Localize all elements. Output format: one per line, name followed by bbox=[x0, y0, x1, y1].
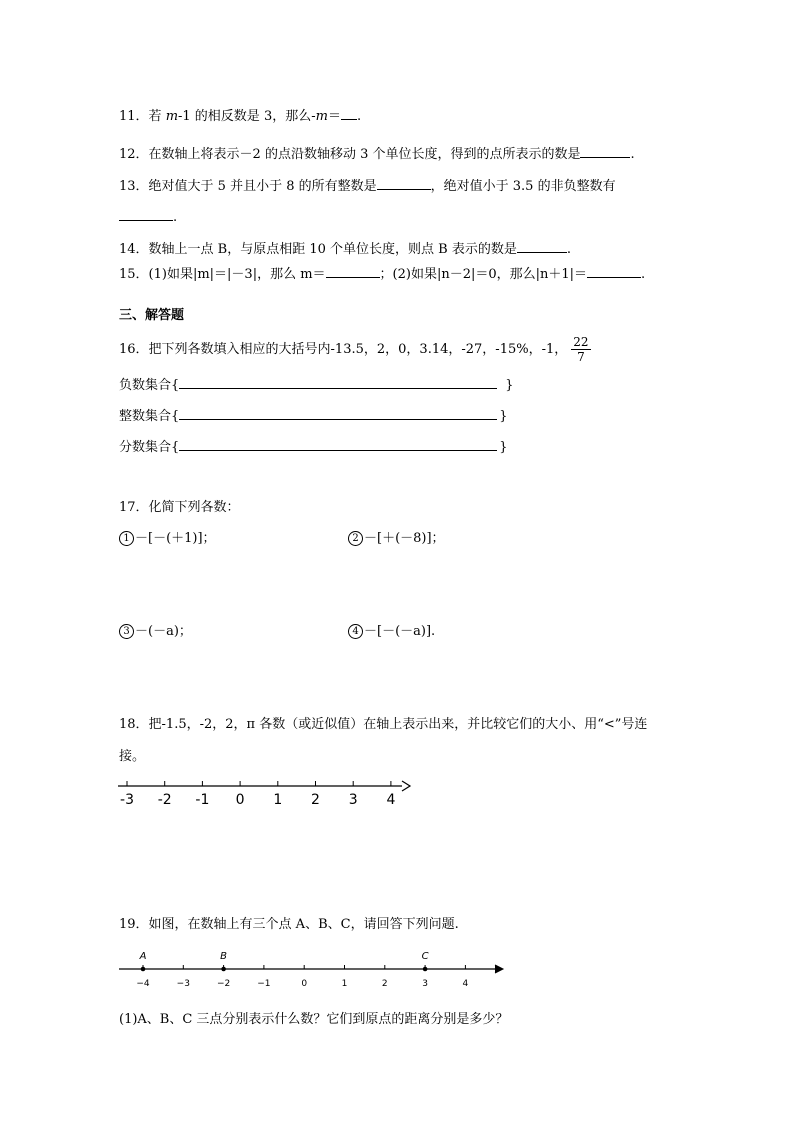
answer-blank[interactable] bbox=[119, 208, 173, 221]
fraction: $\frac{22}{7}$ bbox=[573, 335, 589, 364]
tick-label: 0 bbox=[235, 792, 245, 808]
question-13: 13．绝对值大于 5 并且小于 8 的所有整数是 ，绝对值小于 3.5 的非负整数有 bbox=[119, 179, 616, 194]
axis-arrow bbox=[402, 781, 410, 791]
number-line-19 bbox=[115, 945, 510, 995]
tick-label: 2 bbox=[381, 979, 388, 989]
question-18-line1: 18．把-1.5，-2，2，π 各数（或近似值）在轴上表示出来，并比较它们的大小、用“<”号连 bbox=[119, 717, 648, 732]
set-blank[interactable] bbox=[179, 436, 497, 451]
q17-item-3: 3 －(－a)； bbox=[119, 623, 192, 641]
set-row-fraction: 分数集合{ } bbox=[119, 436, 508, 457]
tick-label: −1 bbox=[257, 979, 271, 989]
point-label: C bbox=[421, 951, 429, 962]
tick-label: 4 bbox=[386, 792, 396, 808]
tick-label: 1 bbox=[341, 979, 348, 989]
point-dot bbox=[423, 967, 428, 972]
answer-blank[interactable] bbox=[326, 265, 380, 278]
question-12: 12．在数轴上将表示－2 的点沿数轴移动 3 个单位长度，得到的点所表示的数是 . bbox=[119, 147, 635, 162]
question-15: 15．(1)如果|m|＝|－3|，那么 m＝ ；(2)如果|n－2|＝0，那么|n＋1|＝ . bbox=[119, 267, 646, 282]
answer-blank[interactable] bbox=[377, 177, 431, 190]
question-19-title: 19．如图，在数轴上有三个点 A、B、C，请回答下列问题. bbox=[119, 917, 459, 932]
point-dot bbox=[141, 967, 146, 972]
q17-item-1: 1 －[－(＋1)]； bbox=[119, 530, 216, 548]
tick-label: −2 bbox=[216, 979, 231, 989]
axis-arrow bbox=[495, 965, 503, 973]
tick-label: 0 bbox=[301, 979, 308, 989]
tick-label: 3 bbox=[422, 979, 428, 989]
set-blank[interactable] bbox=[179, 374, 497, 389]
answer-blank[interactable] bbox=[341, 107, 357, 120]
answer-blank[interactable] bbox=[517, 240, 567, 253]
answer-blank[interactable] bbox=[587, 265, 641, 278]
answer-blank[interactable] bbox=[580, 145, 630, 158]
question-19-sub1: (1)A、B、C 三点分别表示什么数？它们到原点的距离分别是多少？ bbox=[119, 1012, 509, 1027]
tick-label: -2 bbox=[157, 792, 172, 808]
question-18-line2: 接。 bbox=[119, 749, 146, 764]
tick-label: −4 bbox=[136, 979, 150, 989]
section-title: 三、解答题 bbox=[119, 308, 185, 323]
question-11: 11．若 m-1 的相反数是 3，那么-m＝ . bbox=[119, 109, 362, 124]
set-row-negative: 负数集合{ } bbox=[119, 374, 514, 395]
question-14: 14．数轴上一点 B，与原点相距 10 个单位长度，则点 B 表示的数是 . bbox=[119, 242, 571, 257]
tick-label: −3 bbox=[176, 979, 190, 989]
set-row-integer: 整数集合{ } bbox=[119, 405, 508, 426]
tick-label: 3 bbox=[348, 792, 358, 808]
point-label: A bbox=[139, 951, 147, 962]
question-17-title: 17．化简下列各数： bbox=[119, 500, 240, 515]
point-label: B bbox=[220, 951, 228, 962]
point-dot bbox=[221, 967, 226, 972]
tick-label: -3 bbox=[120, 792, 134, 808]
q17-item-4: 4 －[－(－a)]. bbox=[348, 623, 435, 641]
set-blank[interactable] bbox=[179, 405, 497, 420]
question-16: 16．把下列各数填入相应的大括号内-13.5，2，0，3.14，-27，-15%，-1， $\frac{22}{7}$ bbox=[119, 335, 589, 364]
question-13-cont: . bbox=[119, 208, 177, 227]
number-line-18 bbox=[110, 775, 420, 811]
tick-label: 1 bbox=[273, 792, 283, 808]
tick-label: 4 bbox=[462, 979, 469, 989]
q17-item-2: 2 －[＋(－8)]； bbox=[348, 530, 445, 548]
tick-label: -1 bbox=[195, 792, 210, 808]
tick-label: 2 bbox=[311, 792, 320, 808]
